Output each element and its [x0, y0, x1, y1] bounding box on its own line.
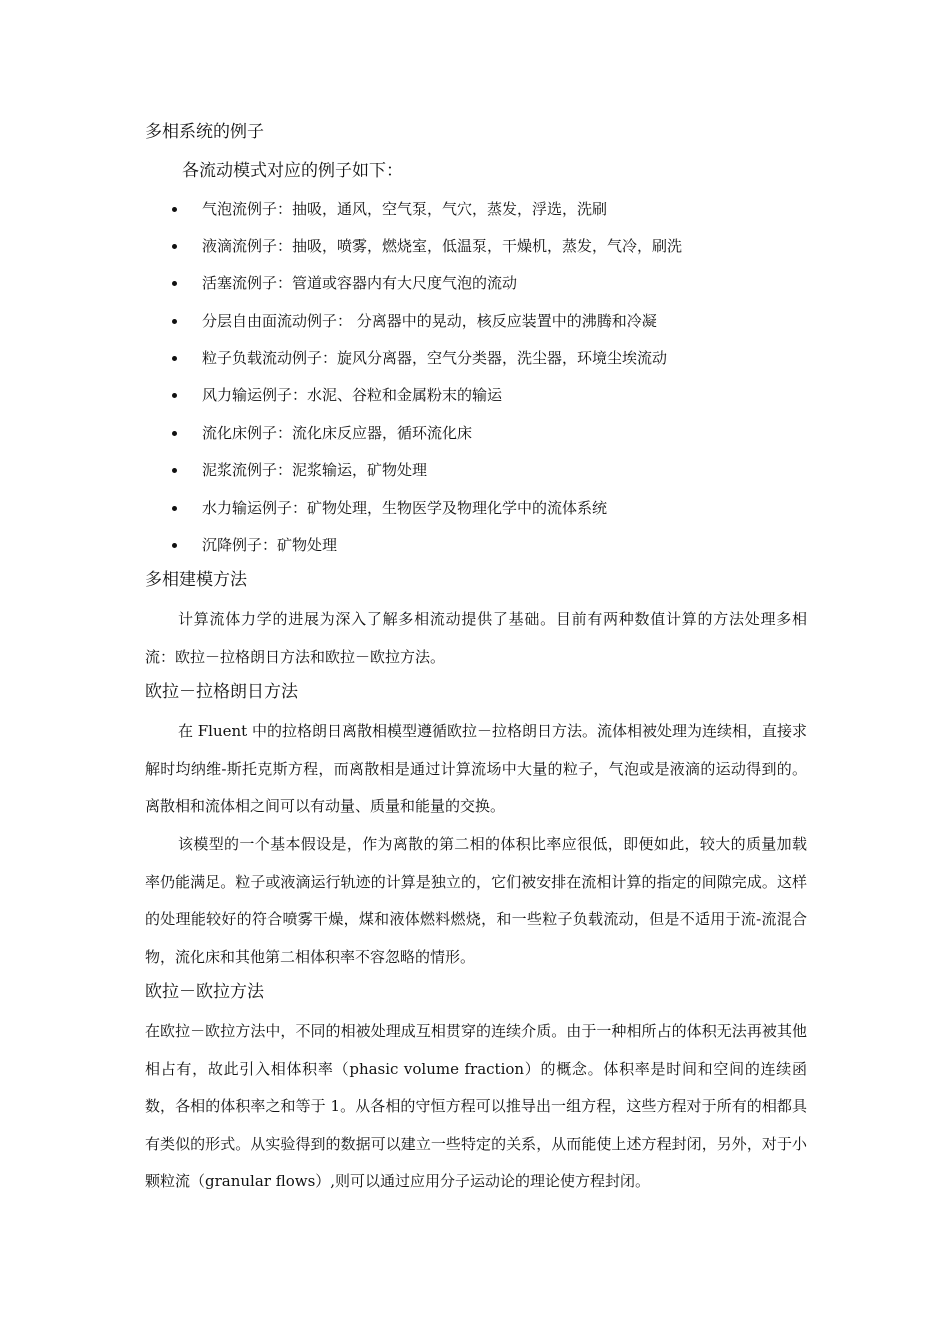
examples-intro: 各流动模式对应的例子如下：: [182, 161, 403, 181]
bullet-icon: [172, 356, 177, 361]
heading-multiphase-examples: 多相系统的例子: [145, 122, 264, 142]
list-item-text: 风力输运例子：水泥、谷粒和金属粉末的输运: [202, 386, 503, 404]
heading-euler-lagrange: 欧拉－拉格朗日方法: [145, 682, 298, 702]
bullet-icon: [172, 543, 177, 548]
list-item-text: 沉降例子：矿物处理: [202, 536, 338, 554]
bullet-icon: [172, 468, 177, 473]
paragraph-euler-lagrange-2: 该模型的一个基本假设是，作为离散的第二相的体积比率应很低，即便如此，较大的质量加载率仍能满足。粒子或液滴运行轨迹的计算是独立的，它们被安排在流相计算的指定的间隙完成。这样的处理能较好的符合喷雾干燥，煤和液体燃料燃烧，和一些粒子负载流动，但是不适用于流-流混合物，流化床和其他第二相体积率不容忽略的情形。: [145, 835, 807, 966]
bullet-icon: [172, 244, 177, 249]
paragraph-modeling: 计算流体力学的进展为深入了解多相流动提供了基础。目前有两种数值计算的方法处理多相流：欧拉－拉格朗日方法和欧拉－欧拉方法。: [145, 610, 807, 666]
paragraph-euler-euler: 在欧拉－欧拉方法中，不同的相被处理成互相贯穿的连续介质。由于一种相所占的体积无法再被其他相占有，故此引入相体积率（phasic volume fraction）的概念。体积率是时间和空间的连续函数，各相的体积率之和等于 1。从各相的守恒方程可以推导出一组方程，这些方程对于所有的相都具有类似的形式。从实验得到的数据可以建立一些特定的关系，从而能使上述方程封闭，另外，对于小颗粒流（granular flows）,则可以通过应用分子运动论的理论使方程封闭。: [145, 1022, 807, 1190]
heading-modeling-methods: 多相建模方法: [145, 570, 247, 590]
heading-euler-euler: 欧拉－欧拉方法: [145, 982, 264, 1002]
list-item-text: 分层自由面流动例子： 分离器中的晃动，核反应装置中的沸腾和冷凝: [202, 312, 657, 330]
list-item-text: 流化床例子：流化床反应器，循环流化床: [202, 424, 473, 442]
list-item-text: 液滴流例子：抽吸，喷雾，燃烧室，低温泵，干燥机，蒸发，气冷，刷洗: [202, 237, 683, 255]
bullet-icon: [172, 393, 177, 398]
list-item-text: 气泡流例子：抽吸，通风，空气泵，气穴，蒸发，浮选，洗刷: [202, 200, 608, 218]
bullet-icon: [172, 207, 177, 212]
list-item-text: 泥浆流例子：泥浆输运，矿物处理: [202, 461, 428, 479]
bullet-icon: [172, 319, 177, 324]
list-item-text: 粒子负载流动例子：旋风分离器，空气分类器，洗尘器，环境尘埃流动: [202, 349, 668, 367]
paragraph-euler-lagrange-1: 在 Fluent 中的拉格朗日离散相模型遵循欧拉－拉格朗日方法。流体相被处理为连续相，直接求解时均纳维-斯托克斯方程，而离散相是通过计算流场中大量的粒子，气泡或是液滴的运动得到的。离散相和流体相之间可以有动量、质量和能量的交换。: [145, 722, 807, 815]
bullet-icon: [172, 506, 177, 511]
list-item-text: 活塞流例子：管道或容器内有大尺度气泡的流动: [202, 274, 518, 292]
bullet-icon: [172, 281, 177, 286]
bullet-icon: [172, 431, 177, 436]
list-item-text: 水力输运例子：矿物处理，生物医学及物理化学中的流体系统: [202, 499, 608, 517]
